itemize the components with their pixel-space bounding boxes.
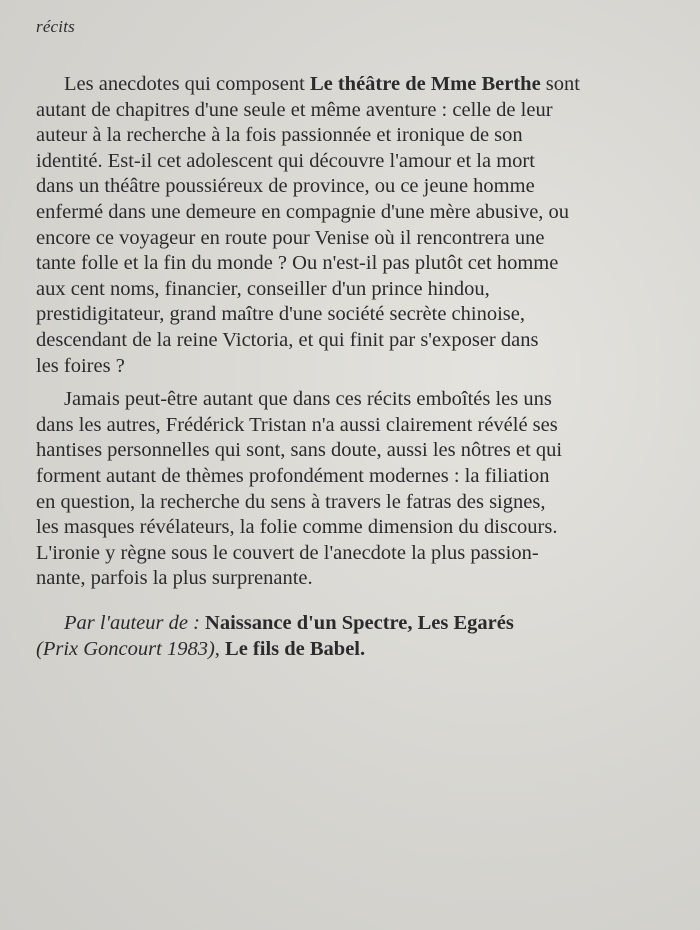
bibliography-intro: Par l'auteur de : (64, 612, 206, 634)
paragraph-line: enfermé dans une demeure en compagnie d'une mère abusive, ou (36, 200, 570, 223)
book-title: Le théâtre de Mme Berthe (309, 73, 541, 95)
bibliography-titles: Naissance d'un Spectre, Les Egarés (205, 612, 514, 634)
paragraph-line: nante, parfois la plus surprenante. (36, 567, 313, 590)
paragraph-line: identité. Est-il cet adolescent qui découvre l'amour et la mort (36, 149, 535, 172)
paragraph-line: aux cent noms, financier, conseiller d'un prince hindou, (36, 277, 490, 300)
description-paragraph-2 (36, 387, 676, 592)
prize-note: (Prix Goncourt 1983), (36, 638, 226, 660)
paragraph-line: tante folle et la fin du monde ? Ou n'est-il pas plutôt cet homme (36, 252, 559, 275)
paragraph-line: les masques révélateurs, la folie comme dimension du discours. (36, 516, 558, 539)
paragraph-line: en question, la recherche du sens à travers le fatras des signes, (36, 490, 546, 513)
bibliography-line (36, 636, 676, 662)
paragraph-line: dans les autres, Frédérick Tristan n'a aussi clairement révélé ses (36, 413, 558, 436)
bibliography-title: Le fils de Babel. (225, 638, 366, 660)
paragraph-line: encore ce voyageur en route pour Venise où il rencontrera une (36, 226, 545, 249)
text-segment: Les anecdotes qui composent (64, 73, 310, 95)
author-bibliography (36, 610, 676, 662)
paragraph-line: hantises personnelles qui sont, sans doute, aussi les nôtres et qui (36, 439, 563, 462)
paragraph-line: auteur à la recherche à la fois passionnée et ironique de son (36, 124, 523, 147)
description-paragraph-1 (36, 72, 676, 379)
paragraph-line: Jamais peut-être autant que dans ces récits emboîtés les uns (64, 388, 552, 411)
text-segment: sont (540, 73, 580, 95)
bibliography-line (36, 610, 676, 636)
paragraph-line: descendant de la reine Victoria, et qui finit par s'exposer dans (36, 328, 539, 351)
paragraph-line: autant de chapitres d'une seule et même aventure : celle de leur (36, 98, 553, 121)
series-label: récits (36, 17, 75, 36)
paragraph-line (36, 72, 676, 98)
paragraph-line: L'ironie y règne sous le couvert de l'anecdote la plus passion- (36, 541, 539, 564)
paragraph-line: forment autant de thèmes profondément modernes : la filiation (36, 464, 550, 487)
description-text (36, 72, 676, 592)
paragraph-line: les foires ? (36, 354, 125, 377)
paragraph-line: dans un théâtre poussiéreux de province, ou ce jeune homme (36, 175, 535, 198)
paragraph-line: prestidigitateur, grand maître d'une société secrète chinoise, (36, 303, 525, 326)
